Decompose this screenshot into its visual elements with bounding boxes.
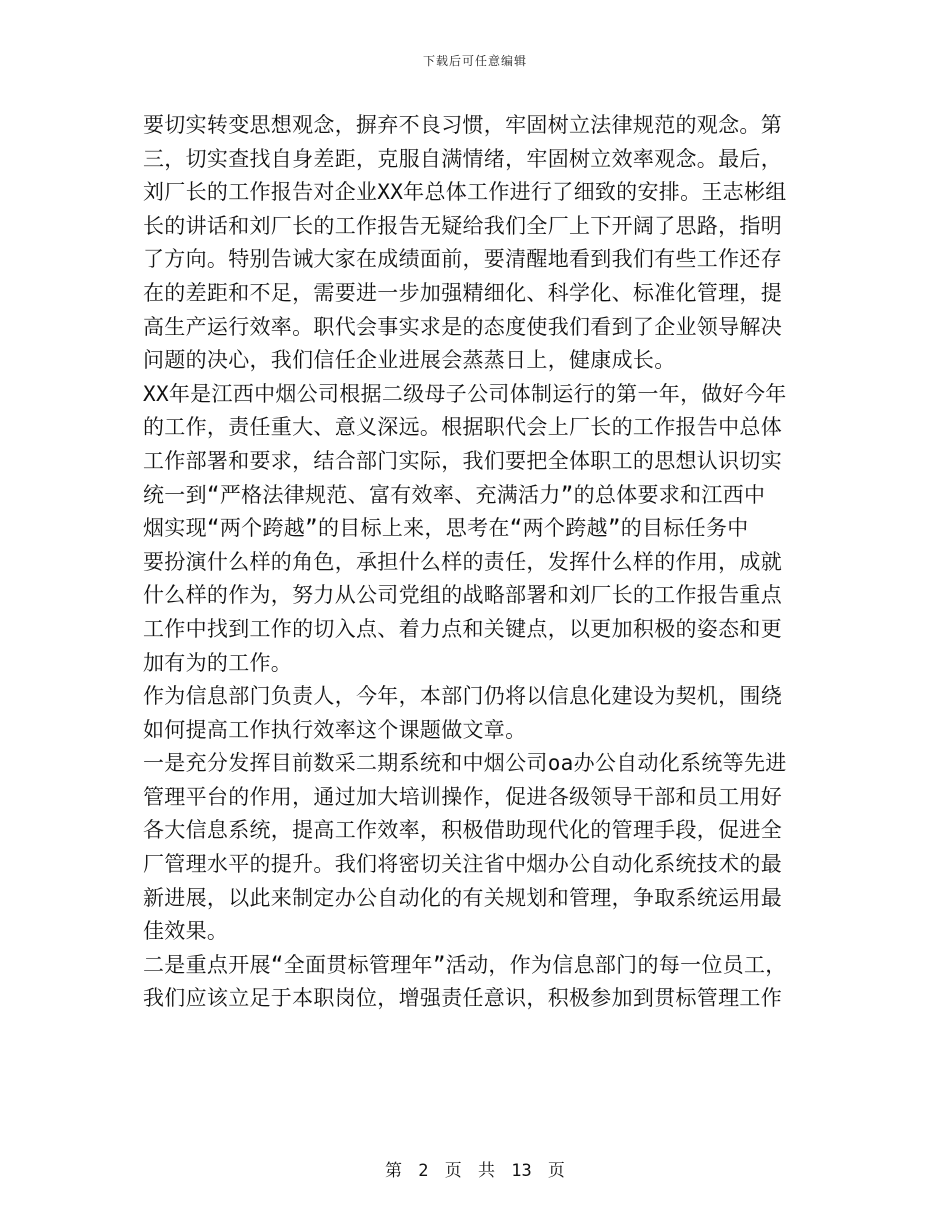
text-line: 在的差距和不足，需要进一步加强精细化、科学化、标准化管理，提 [143, 280, 782, 305]
text-line: 刘厂长的工作报告对企业XX年总体工作进行了细致的安排。王志彬组 [143, 180, 787, 205]
text-line: 如何提高工作执行效率这个课题做文章。 [143, 717, 527, 742]
text-line: 的工作，责任重大、意义深远。根据职代会上厂长的工作报告中总体 [143, 415, 782, 440]
text-line: 新进展，以此来制定办公自动化的有关规划和管理，争取系统运用最 [143, 885, 782, 910]
text-line: 加有为的工作。 [143, 650, 293, 675]
text-line: 二是重点开展“全面贯标管理年”活动，作为信息部门的每一位员工， [143, 952, 787, 977]
text-line: 管理平台的作用，通过加大培训操作，促进各级领导干部和员工用好 [143, 784, 782, 809]
page-footer: 第 2 页 共 13 页 [385, 1161, 565, 1181]
text-line: 长的讲话和刘厂长的工作报告无疑给我们全厂上下开阔了思路，指明 [143, 213, 782, 238]
body-text [143, 109, 808, 1016]
text-line: 要扮演什么样的角色，承担什么样的责任，发挥什么样的作用，成就 [143, 549, 782, 574]
text-line: 统一到“严格法律规范、富有效率、充满活力”的总体要求和江西中 [143, 482, 766, 507]
text-line: 一是充分发挥目前数采二期系统和中烟公司oa办公自动化系统等先进 [143, 751, 787, 776]
text-line: 什么样的作为，努力从公司党组的战略部署和刘厂长的工作报告重点 [143, 583, 782, 608]
text-line: 作为信息部门负责人，今年，本部门仍将以信息化建设为契机，围绕 [143, 684, 782, 709]
text-line: 三，切实查找自身差距，克服自满情绪，牢固树立效率观念。最后， [143, 146, 782, 171]
page-header: 下载后可任意编辑 [422, 54, 527, 68]
text-line: 各大信息系统，提高工作效率，积极借助现代化的管理手段，促进全 [143, 818, 782, 843]
text-line: 要切实转变思想观念，摒弃不良习惯，牢固树立法律规范的观念。第 [143, 113, 782, 137]
text-line: 工作部署和要求，结合部门实际，我们要把全体职工的思想认识切实 [143, 448, 782, 473]
text-line: 问题的决心，我们信任企业进展会蒸蒸日上，健康成长。 [143, 348, 676, 373]
text-line: 了方向。特别告诫大家在成绩面前，要清醒地看到我们有些工作还存 [143, 247, 782, 272]
text-line: 厂管理水平的提升。我们将密切关注省中烟办公自动化系统技术的最 [143, 852, 782, 877]
text-line: 我们应该立足于本职岗位，增强责任意识，积极参加到贯标管理工作 [143, 986, 782, 1011]
text-line: 佳效果。 [143, 919, 229, 944]
text-line: 烟实现“两个跨越”的目标上来，思考在“两个跨越”的目标任务中 [143, 516, 749, 541]
text-line: 高生产运行效率。职代会事实求是的态度使我们看到了企业领导解决 [143, 314, 782, 339]
text-line: 工作中找到工作的切入点、着力点和关键点，以更加积极的姿态和更 [143, 616, 782, 641]
text-line: XX年是江西中烟公司根据二级母子公司体制运行的第一年，做好今年 [143, 381, 787, 406]
